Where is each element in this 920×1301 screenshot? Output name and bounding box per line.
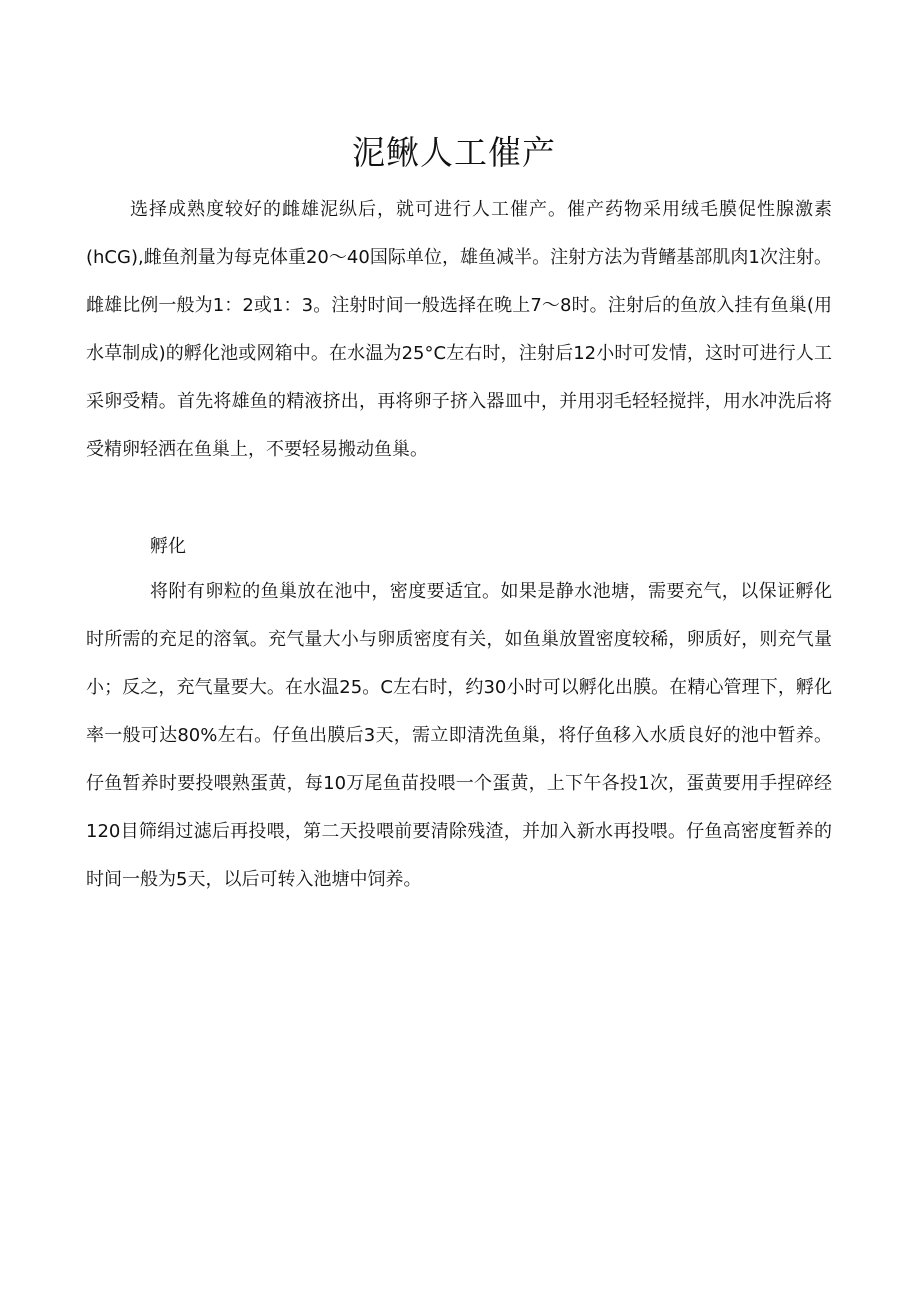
paragraph-induced-spawning: 选择成熟度较好的雌雄泥纵后，就可进行人工催产。催产药物采用绒毛膜促性腺激素(hCG),雌鱼剂量为每克体重20～40国际单位，雄鱼减半。注射方法为背鳍基部肌肉1次注射。雌雄比例一般为1：2或1：3。注射时间一般选择在晚上7～8时。注射后的鱼放入挂有鱼巢(用水草制成)的孵化池或网箱中。在水温为25°C左右时，注射后12小时可发情，这时可进行人工采卵受精。首先将雄鱼的精液挤出，再将卵子挤入器皿中，并用羽毛轻轻搅拌，用水冲洗后将受精卵轻洒在鱼巢上，不要轻易搬动鱼巢。 <box>86 199 832 460</box>
paragraph-hatching: 将附有卵粒的鱼巢放在池中，密度要适宜。如果是静水池塘，需要充气，以保证孵化时所需的充足的溶氧。充气量大小与卵质密度有关，如鱼巢放置密度较稀，卵质好，则充气量小；反之，充气量要大。在水温25。C左右时，约30小时可以孵化出膜。在精心管理下，孵化率一般可达80%左右。仔鱼出膜后3天，需立即清洗鱼巢，将仔鱼移入水质良好的池中暂养。仔鱼暂养时要投喂熟蛋黄，每10万尾鱼苗投喂一个蛋黄，上下午各投1次，蛋黄要用手捏碎经120目筛绢过滤后再投喂，第二天投喂前要清除残渣，并加入新水再投喂。仔鱼高密度暂养的时间一般为5天，以后可转入池塘中饲养。 <box>86 581 832 890</box>
section-heading-hatching: 孵化 <box>150 536 186 557</box>
document-title: 泥鳅人工催产 <box>352 133 556 172</box>
